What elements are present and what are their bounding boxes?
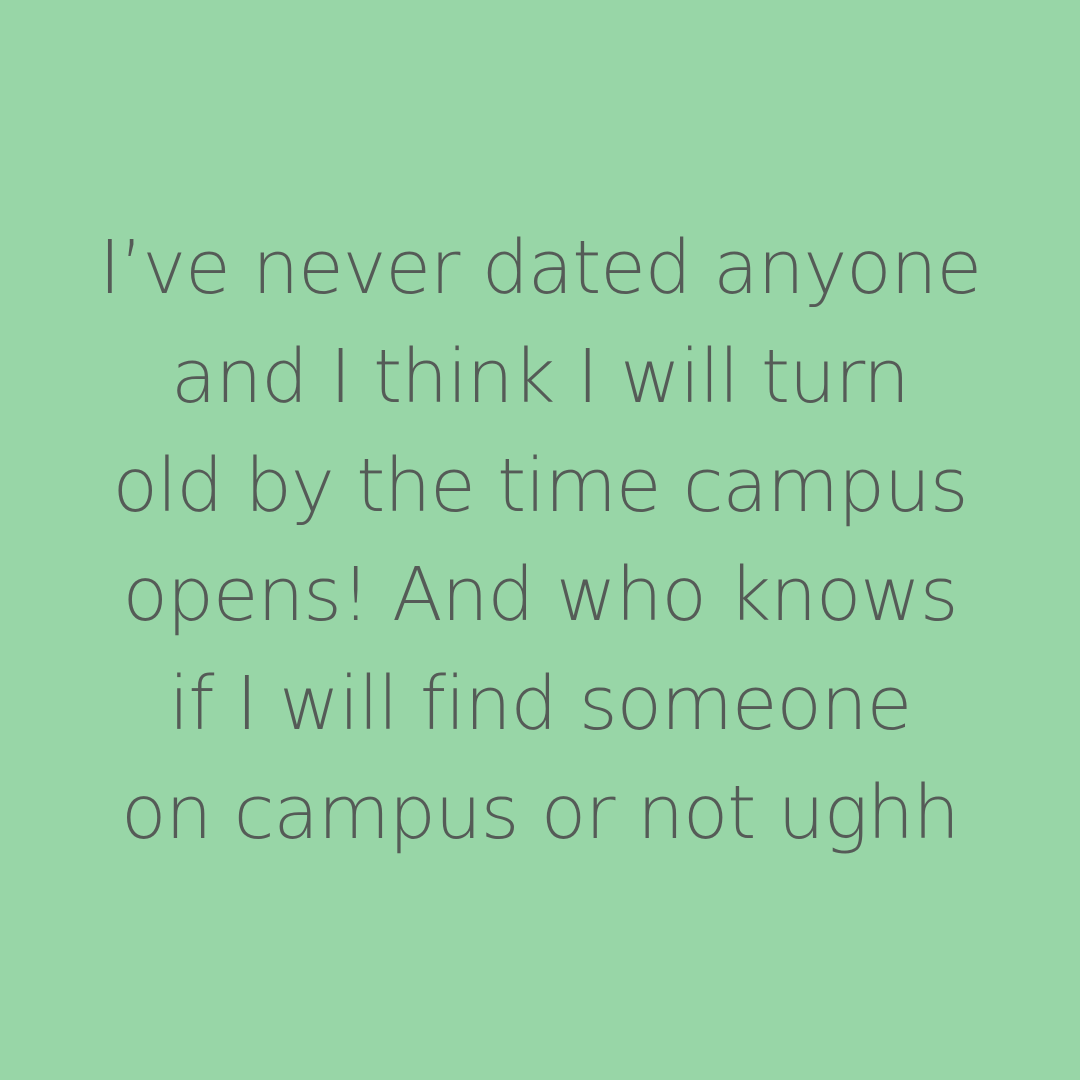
confession-line-6: on campus or not ughh — [121, 770, 959, 856]
confession-line-3: old by the time campus — [112, 443, 968, 529]
confession-line-2: and I think I will turn — [171, 334, 909, 420]
confession-line-1: I’ve never dated anyone — [99, 225, 981, 311]
confession-text — [0, 214, 1080, 868]
confession-line-5: if I will find someone — [168, 661, 912, 747]
confession-line-4: opens! And who knows — [122, 552, 958, 638]
